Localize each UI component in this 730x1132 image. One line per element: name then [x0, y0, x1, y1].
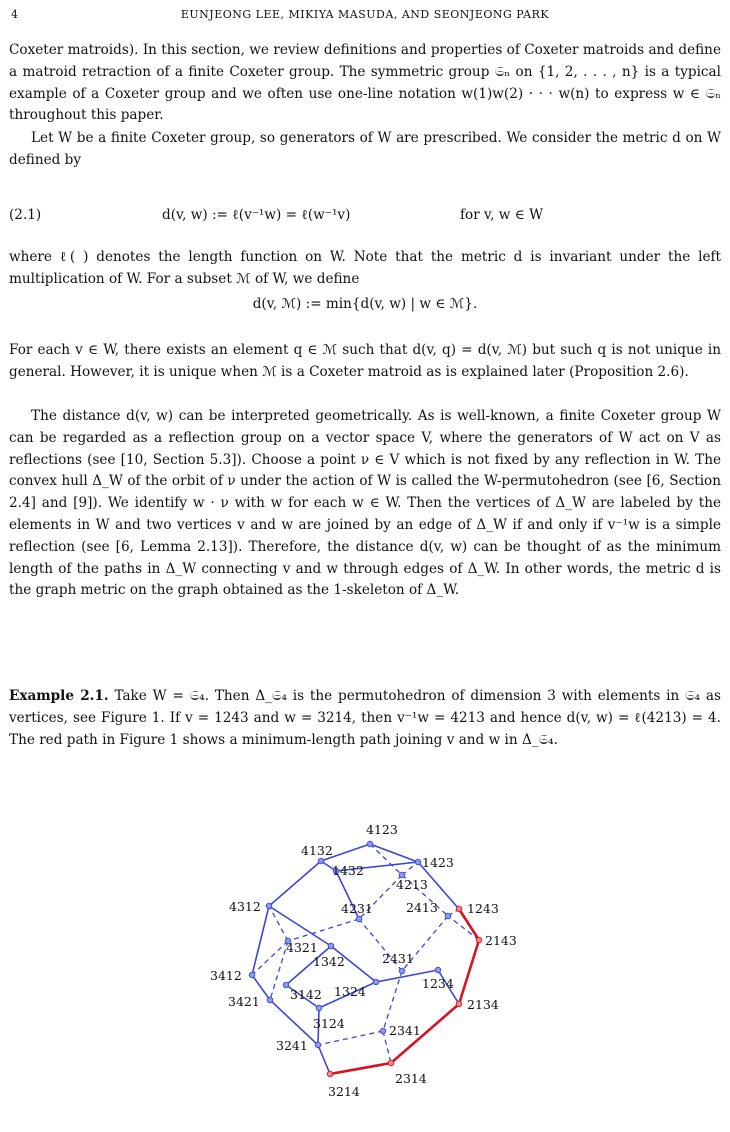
vertex-2431 — [399, 968, 405, 974]
hidden-edge-2341-3241 — [318, 1031, 383, 1045]
vertex-2314 — [388, 1060, 394, 1066]
vertex-3142 — [283, 982, 289, 988]
permutohedron-diagram — [0, 815, 730, 1115]
vertex-4312 — [266, 903, 272, 909]
vertex-label-1342: 1342 — [313, 954, 345, 969]
vertex-label-1243: 1243 — [467, 901, 499, 916]
paragraph-uniqueness: For each v ∈ W, there exists an element q ∈ ℳ such that d(v, q) = d(v, ℳ) but such q is not unique in general. However, it is unique when ℳ is a Coxeter matroid as is explained later (Proposition 2.6). — [9, 342, 721, 380]
vertex-label-1324: 1324 — [334, 984, 366, 999]
vertex-label-1432: 1432 — [332, 863, 364, 878]
hidden-edge-4231-4321 — [288, 919, 359, 941]
equation-body: d(v, w) := ℓ(v⁻¹w) = ℓ(w⁻¹v) — [162, 207, 351, 223]
hidden-edge-2143-2413 — [448, 916, 479, 940]
vertex-label-1423: 1423 — [422, 855, 454, 870]
vertex-label-2134: 2134 — [467, 997, 499, 1012]
vertex-label-4123: 4123 — [366, 822, 398, 837]
vertex-1423 — [415, 859, 421, 865]
vertex-label-2413: 2413 — [406, 900, 438, 915]
vertex-label-3214: 3214 — [328, 1084, 360, 1099]
equation-distance-body: d(v, ℳ) := min{d(v, w) | w ∈ ℳ}. — [252, 296, 478, 312]
vertex-1243 — [456, 906, 462, 912]
equation-distance-to-set — [0, 294, 730, 316]
vertex-label-4231: 4231 — [341, 901, 373, 916]
vertex-label-4213: 4213 — [396, 877, 428, 892]
vertex-label-4321: 4321 — [286, 940, 318, 955]
vertex-label-2314: 2314 — [395, 1071, 427, 1086]
equation-condition: for v, w ∈ W — [460, 207, 544, 223]
vertex-2143 — [476, 937, 482, 943]
path-edge-2314-3214 — [330, 1063, 391, 1074]
edge-3241-3214 — [318, 1045, 330, 1074]
vertex-3124 — [316, 1005, 322, 1011]
vertex-label-2143: 2143 — [485, 933, 517, 948]
equation-number: (2.1) — [9, 207, 42, 223]
vertex-4123 — [367, 841, 373, 847]
vertex-label-3142: 3142 — [290, 987, 322, 1002]
paragraph-geometric: The distance d(v, w) can be interpreted geometrically. As is well-known, a finite Coxeter group W can be regarded as a reflection group on a vector space V, where the generators of W act on V as reflections (see [10, Section 5.3]). Choose a point ν ∈ V which is not fixed by any reflection in W. The convex hull Δ_W of the orbit of ν under the action of W is called the W-permutohedron (see [6, Section 2.4] and [9]). We identify w · ν with w for each w ∈ W. Then the vertices of Δ_W are labeled by the elements in W and two vertices v and w are joined by an edge of Δ_W if and only if v⁻¹w is a simple reflection (see [6, Lemma 2.13]). Therefore, the distance d(v, w) can be thought of as the minimum length of the paths in Δ_W connecting v and w through edges of Δ_W. In other words, the metric d is the graph metric on the graph obtained as the 1-skeleton of Δ_W. — [9, 408, 721, 599]
vertex-4132 — [318, 858, 324, 864]
vertex-2413 — [445, 913, 451, 919]
vertex-2134 — [456, 1001, 462, 1007]
edge-4123-1423 — [370, 844, 418, 862]
running-title: EUNJEONG LEE, MIKIYA MASUDA, AND SEONJEONG PARK — [180, 8, 550, 21]
example-body: Take W = 𝔖₄. Then Δ_𝔖₄ is the permutohedron of dimension 3 with elements in 𝔖₄ as vertices, see Figure 1. If v = 1243 and w = 3214, then v⁻¹w = 4213 and hence d(v, w) = ℓ(4213) = 4. The red path in Figure 1 shows a minimum-length path joining v and w in Δ_𝔖₄. — [9, 688, 721, 748]
vertex-3421 — [267, 997, 273, 1003]
vertex-1324 — [373, 979, 379, 985]
vertex-3241 — [315, 1042, 321, 1048]
paragraph-intro: Coxeter matroids). In this section, we review definitions and properties of Coxeter matroids and define a matroid retraction of a finite Coxeter group. The symmetric group 𝔖ₙ on {1, 2, . . . , n} is a typical example of a Coxeter group and we often use one-line notation w(1)w(2) · · · w(n) to express w ∈ 𝔖ₙ throughout this paper. — [9, 42, 721, 124]
paragraph-length-function: where ℓ( ) denotes the length function on W. Note that the metric d is invariant under the left multiplication of W. For a subset ℳ of W, we define — [9, 249, 721, 287]
vertex-label-2431: 2431 — [382, 951, 414, 966]
vertex-label-2341: 2341 — [389, 1023, 421, 1038]
equation-2-1 — [0, 205, 730, 227]
vertex-1234 — [435, 967, 441, 973]
hidden-edge-4321-3412 — [252, 941, 288, 975]
vertex-3214 — [327, 1071, 333, 1077]
vertex-2341 — [380, 1028, 386, 1034]
vertex-3412 — [249, 972, 255, 978]
vertex-label-3241: 3241 — [276, 1038, 308, 1053]
vertex-label-3421: 3421 — [228, 994, 260, 1009]
vertex-label-1234: 1234 — [422, 976, 454, 991]
vertex-label-4312: 4312 — [229, 899, 261, 914]
vertex-label-3412: 3412 — [210, 968, 242, 983]
edge-4132-4312 — [269, 861, 321, 906]
vertex-1342 — [328, 943, 334, 949]
paragraph-metric: Let W be a finite Coxeter group, so generators of W are prescribed. We consider the metric d on W defined by — [9, 130, 721, 168]
edge-4312-3412 — [252, 906, 269, 975]
page-header — [0, 6, 730, 26]
hidden-edge-4123-4213 — [370, 844, 402, 875]
vertex-label-3124: 3124 — [313, 1016, 345, 1031]
example-2-1 — [9, 686, 721, 751]
page-number: 4 — [11, 8, 18, 21]
example-title: Example 2.1. — [9, 688, 109, 704]
vertex-4231 — [356, 916, 362, 922]
vertex-label-4132: 4132 — [301, 843, 333, 858]
path-edge-2143-2134 — [459, 940, 479, 1004]
figure-1-permutohedron — [0, 815, 730, 1115]
